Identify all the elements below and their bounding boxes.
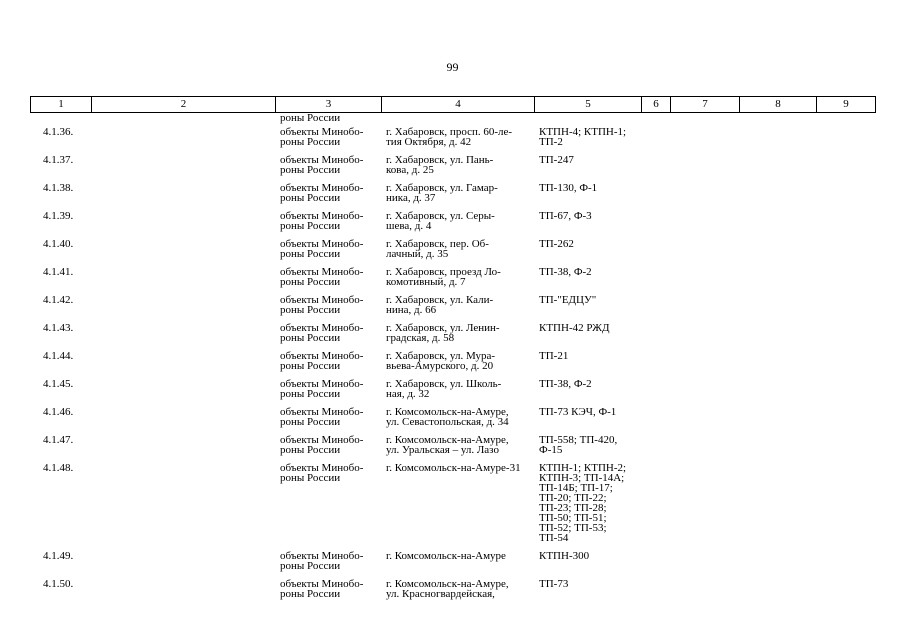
header-col-7: 7	[671, 97, 740, 113]
address-cell-line: вьева-Амурского, д. 20	[386, 360, 494, 372]
address-cell	[386, 551, 506, 561]
table-row	[30, 155, 878, 183]
header-col-6: 6	[642, 97, 671, 113]
header-col-9: 9	[817, 97, 876, 113]
row-number: 4.1.43.	[43, 322, 74, 334]
address-cell-line: г. Комсомольск-на-Амуре,	[386, 406, 509, 418]
substation-cell	[539, 435, 617, 455]
row-number: 4.1.45.	[43, 378, 74, 390]
substation-cell-line: ТП-21	[539, 350, 569, 362]
substation-cell-line: КТПН-4; КТПН-1;	[539, 126, 627, 138]
address-cell-line: лачный, д. 35	[386, 248, 449, 260]
column-3-cell	[280, 113, 340, 123]
substation-cell-line: ТП-130, Ф-1	[539, 182, 598, 194]
substation-cell-line: ТП-23; ТП-28;	[539, 502, 607, 514]
address-cell-line: г. Хабаровск, ул. Серы-	[386, 210, 495, 222]
column-3-cell-line: объекты Минобо-	[280, 266, 364, 278]
header-col-4: 4	[382, 97, 535, 113]
substation-cell-line: КТПН-42 РЖД	[539, 322, 610, 334]
column-3-cell	[280, 211, 363, 231]
row-number: 4.1.47.	[43, 434, 74, 446]
column-3-cell-line: объекты Минобо-	[280, 378, 364, 390]
table-row	[30, 183, 878, 211]
column-3-cell	[280, 551, 363, 571]
page-number: 99	[446, 60, 459, 74]
address-cell	[386, 407, 509, 427]
address-cell	[386, 379, 501, 399]
address-cell	[386, 435, 509, 455]
row-number: 4.1.41.	[43, 266, 74, 278]
column-3-cell	[280, 155, 363, 175]
row-number: 4.1.38.	[43, 182, 74, 194]
column-3-cell-line: объекты Минобо-	[280, 182, 364, 194]
substation-cell	[539, 155, 574, 165]
column-3-cell	[280, 435, 363, 455]
address-cell	[386, 127, 512, 147]
address-cell-line: шева, д. 4	[386, 220, 432, 232]
table-row	[30, 435, 878, 463]
table-row	[30, 379, 878, 407]
address-cell	[386, 579, 509, 599]
substation-cell	[539, 551, 589, 561]
column-3-cell	[280, 379, 363, 399]
column-3-cell-line: объекты Минобо-	[280, 550, 364, 562]
substation-cell	[539, 295, 596, 305]
header-col-5: 5	[535, 97, 642, 113]
column-3-cell-line: объекты Минобо-	[280, 350, 364, 362]
address-cell-line: ул. Севастопольская, д. 34	[386, 416, 509, 428]
address-cell	[386, 267, 501, 287]
table-row	[30, 407, 878, 435]
column-3-cell-line: объекты Минобо-	[280, 126, 364, 138]
row-number: 4.1.48.	[43, 462, 74, 474]
substation-cell-line: ТП-67, Ф-3	[539, 210, 592, 222]
column-3-cell	[280, 127, 363, 147]
table-row	[30, 295, 878, 323]
substation-cell-line: КТПН-1; КТПН-2;	[539, 462, 627, 474]
row-number: 4.1.42.	[43, 294, 74, 306]
header-col-8: 8	[740, 97, 817, 113]
address-cell-line: ника, д. 37	[386, 192, 436, 204]
substation-cell-line: ТП-20; ТП-22;	[539, 492, 607, 504]
address-cell-line: г. Комсомольск-на-Амуре,	[386, 434, 509, 446]
column-3-cell-line: объекты Минобо-	[280, 294, 364, 306]
address-cell-line: ул. Красногвардейская,	[386, 588, 495, 600]
column-3-cell-line: роны России	[280, 248, 341, 260]
address-cell-line: г. Хабаровск, ул. Гамар-	[386, 182, 498, 194]
table-row	[30, 463, 878, 551]
column-3-cell	[280, 579, 363, 599]
substation-cell	[539, 463, 626, 543]
address-cell-line: г. Хабаровск, ул. Школь-	[386, 378, 502, 390]
substation-cell	[539, 407, 616, 417]
continuation-row	[30, 113, 878, 127]
address-cell-line: ная, д. 32	[386, 388, 430, 400]
substation-cell	[539, 323, 609, 333]
column-3-cell-line: роны России	[280, 192, 341, 204]
substation-cell-line: ТП-54	[539, 532, 569, 544]
substation-cell-line: КТПН-3; ТП-14А;	[539, 472, 625, 484]
column-3-cell-line: роны России	[280, 304, 341, 316]
table-row	[30, 211, 878, 239]
address-cell-line: кова, д. 25	[386, 164, 434, 176]
row-number: 4.1.40.	[43, 238, 74, 250]
column-3-cell-line: роны России	[280, 332, 341, 344]
column-3-cell-line: роны России	[280, 388, 341, 400]
row-number: 4.1.39.	[43, 210, 74, 222]
address-cell-line: г. Комсомольск-на-Амуре	[386, 550, 506, 562]
substation-cell-line: ТП-73 КЭЧ, Ф-1	[539, 406, 617, 418]
address-cell	[386, 211, 495, 231]
column-3-cell	[280, 407, 363, 427]
substation-cell-line: ТП-14Б; ТП-17;	[539, 482, 613, 494]
address-cell	[386, 351, 495, 371]
column-3-cell-line: роны России	[280, 360, 341, 372]
column-3-cell	[280, 351, 363, 371]
substation-cell-line: Ф-15	[539, 444, 563, 456]
substation-cell-line: ТП-38, Ф-2	[539, 378, 592, 390]
table-row	[30, 551, 878, 579]
column-3-cell-line: объекты Минобо-	[280, 238, 364, 250]
header-col-3: 3	[276, 97, 382, 113]
substation-cell	[539, 183, 597, 193]
address-cell-line: г. Комсомольск-на-Амуре-31	[386, 462, 521, 474]
address-cell	[386, 323, 500, 343]
column-3-cell	[280, 267, 363, 287]
table-row	[30, 579, 878, 607]
address-cell-line: г. Хабаровск, просп. 60-ле-	[386, 126, 513, 138]
substation-cell-line: ТП-"ЕДЦУ"	[539, 294, 597, 306]
address-cell-line: ул. Уральская – ул. Лазо	[386, 444, 499, 456]
column-3-cell-line: роны России	[280, 444, 341, 456]
row-number: 4.1.50.	[43, 578, 74, 590]
column-3-cell-line: роны России	[280, 588, 341, 600]
header-col-1: 1	[31, 97, 92, 113]
substation-cell-line: ТП-262	[539, 238, 574, 250]
column-3-cell-line: объекты Минобо-	[280, 154, 364, 166]
column-3-cell-line: роны России	[280, 112, 341, 124]
row-number: 4.1.37.	[43, 154, 74, 166]
substation-cell-line: ТП-558; ТП-420,	[539, 434, 618, 446]
table-row	[30, 351, 878, 379]
column-3-cell-line: объекты Минобо-	[280, 210, 364, 222]
column-3-cell-line: роны России	[280, 560, 341, 572]
substation-cell	[539, 579, 568, 589]
address-cell	[386, 295, 493, 315]
substation-cell	[539, 267, 592, 277]
address-cell	[386, 239, 489, 259]
column-3-cell-line: роны России	[280, 416, 341, 428]
column-3-cell	[280, 183, 363, 203]
table-row	[30, 323, 878, 351]
column-3-cell-line: объекты Минобо-	[280, 322, 364, 334]
address-cell-line: г. Хабаровск, ул. Пань-	[386, 154, 494, 166]
column-3-cell-line: объекты Минобо-	[280, 578, 364, 590]
substation-cell-line: ТП-73	[539, 578, 569, 590]
address-cell-line: комотивный, д. 7	[386, 276, 466, 288]
address-cell-line: градская, д. 58	[386, 332, 455, 344]
address-cell	[386, 183, 498, 203]
address-cell	[386, 463, 521, 473]
address-cell-line: нина, д. 66	[386, 304, 437, 316]
table-row	[30, 239, 878, 267]
row-number: 4.1.36.	[43, 126, 74, 138]
row-number: 4.1.46.	[43, 406, 74, 418]
column-3-cell-line: объекты Минобо-	[280, 406, 364, 418]
address-cell-line: г. Хабаровск, ул. Кали-	[386, 294, 494, 306]
address-cell-line: г. Хабаровск, ул. Ленин-	[386, 322, 500, 334]
substation-cell-line: ТП-2	[539, 136, 563, 148]
header-col-2: 2	[92, 97, 276, 113]
address-cell	[386, 155, 493, 175]
substation-cell	[539, 211, 592, 221]
column-3-cell-line: объекты Минобо-	[280, 462, 364, 474]
row-number: 4.1.44.	[43, 350, 74, 362]
column-3-cell-line: роны России	[280, 136, 341, 148]
substation-cell-line: ТП-38, Ф-2	[539, 266, 592, 278]
column-3-cell	[280, 463, 363, 483]
substation-cell-line: КТПН-300	[539, 550, 590, 562]
substation-cell-line: ТП-52; ТП-53;	[539, 522, 607, 534]
substation-cell	[539, 239, 574, 249]
address-cell-line: тия Октября, д. 42	[386, 136, 472, 148]
substation-cell-line: ТП-50; ТП-51;	[539, 512, 607, 524]
substation-cell	[539, 351, 568, 361]
column-3-cell-line: объекты Минобо-	[280, 434, 364, 446]
column-3-cell	[280, 295, 363, 315]
table-row	[30, 267, 878, 295]
column-3-cell	[280, 323, 363, 343]
substation-cell	[539, 127, 626, 147]
column-3-cell-line: роны России	[280, 276, 341, 288]
row-number: 4.1.49.	[43, 550, 74, 562]
table-body	[30, 113, 878, 607]
address-cell-line: г. Хабаровск, проезд Ло-	[386, 266, 501, 278]
substation-cell-line: ТП-247	[539, 154, 574, 166]
column-3-cell-line: роны России	[280, 164, 341, 176]
table-row	[30, 127, 878, 155]
table-header	[30, 96, 876, 113]
address-cell-line: г. Хабаровск, пер. Об-	[386, 238, 489, 250]
column-3-cell-line: роны России	[280, 220, 341, 232]
column-3-cell-line: роны России	[280, 472, 341, 484]
column-3-cell	[280, 239, 363, 259]
address-cell-line: г. Хабаровск, ул. Мура-	[386, 350, 495, 362]
address-cell-line: г. Комсомольск-на-Амуре,	[386, 578, 509, 590]
substation-cell	[539, 379, 592, 389]
